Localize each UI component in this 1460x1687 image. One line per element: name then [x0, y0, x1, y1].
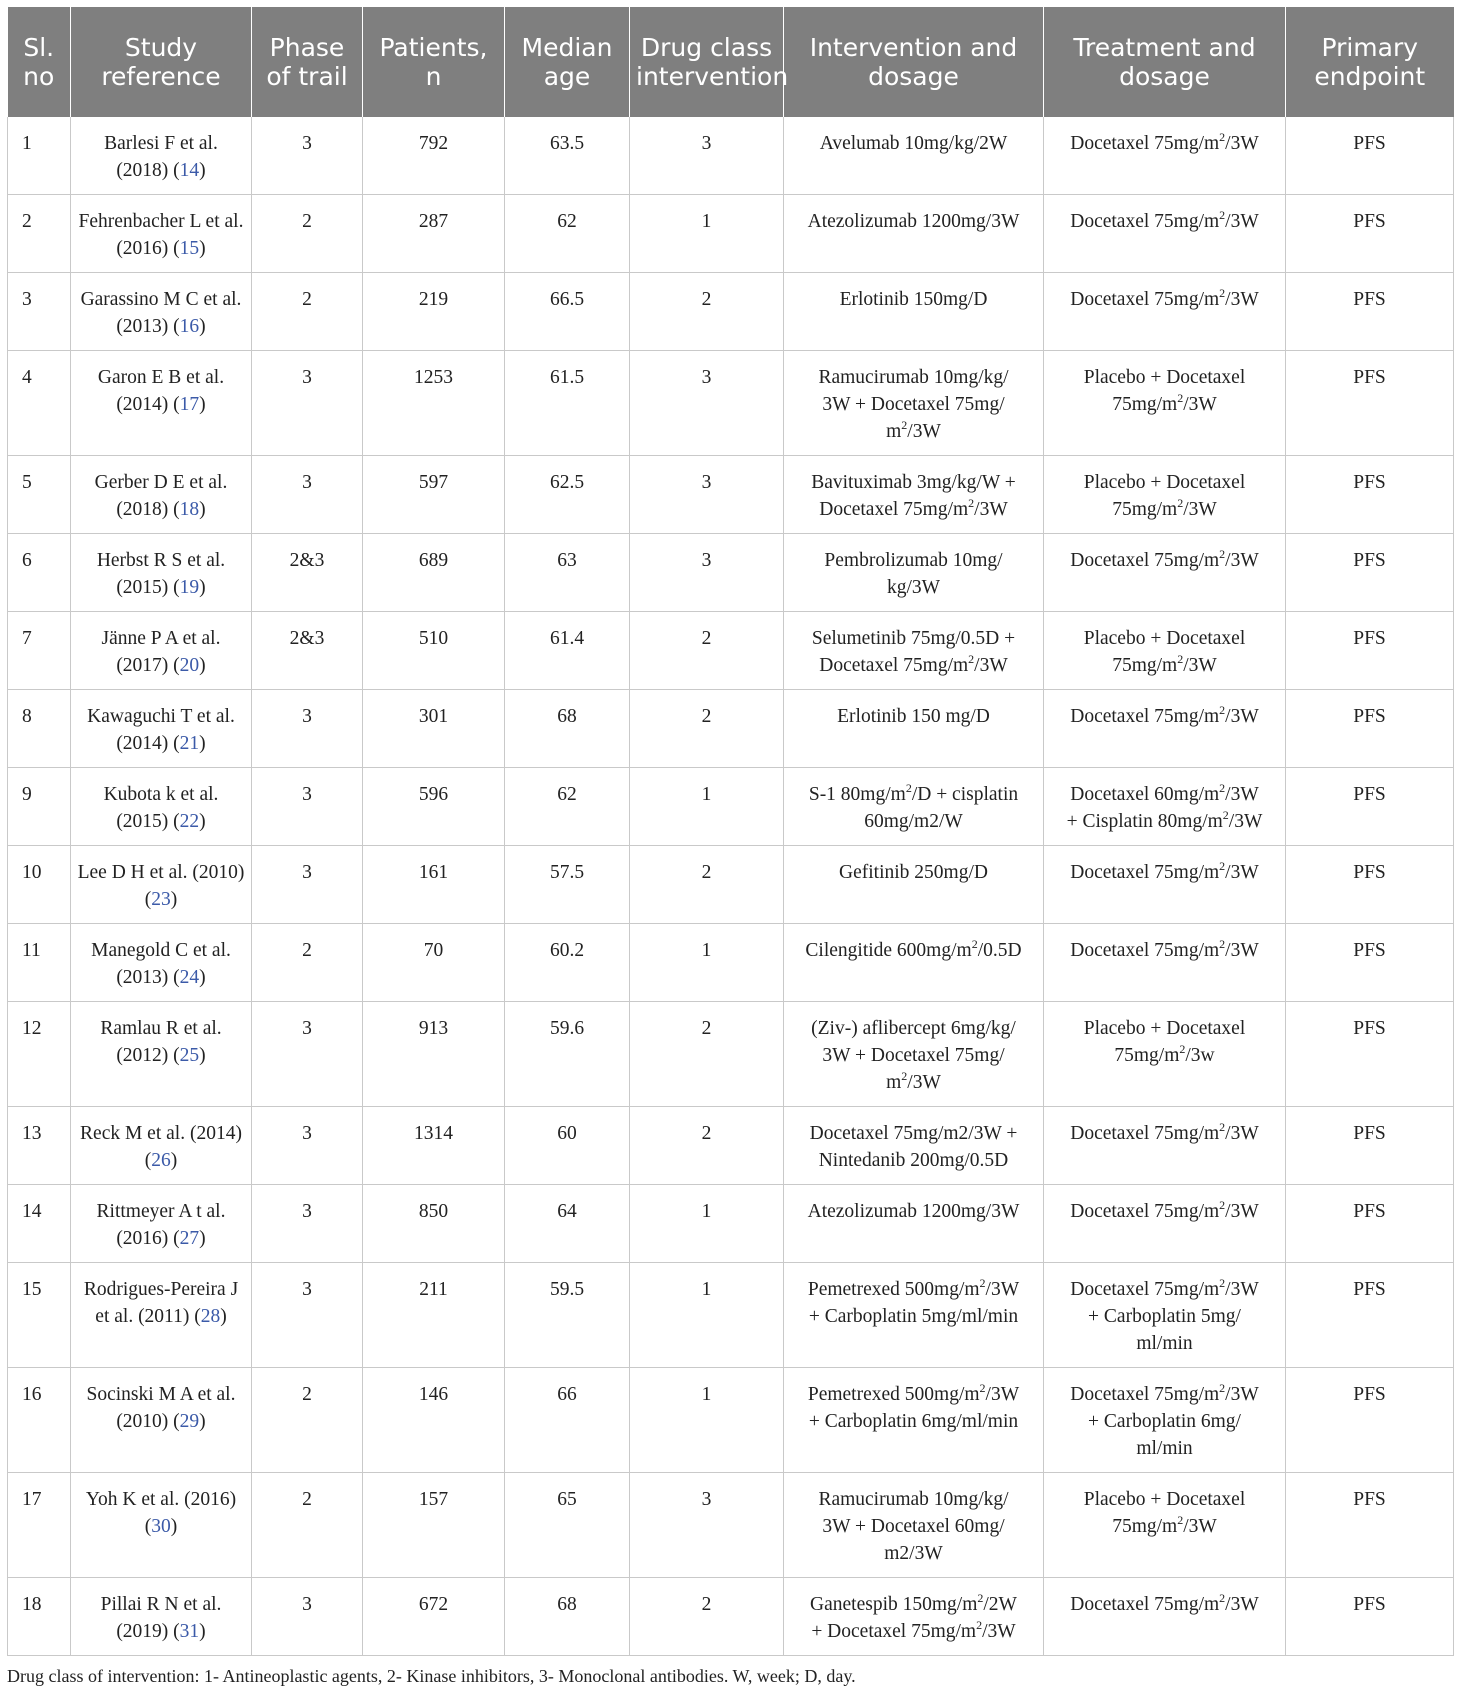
cell-intervention: Pembrolizumab 10mg/ kg/3W	[784, 534, 1044, 612]
trials-table	[7, 7, 1454, 1656]
cell-drug-class: 1	[630, 768, 784, 846]
cell-study-reference: Gerber D E et al. (2018) (18)	[71, 456, 252, 534]
header-row	[8, 7, 1454, 117]
cell-median-age: 66	[505, 1368, 630, 1473]
cell-treatment: Docetaxel $60mg/m^2/3W$ + Cisplatin $80mg/m^2/3W$	[1044, 768, 1286, 846]
cell-study-reference: Reck M et al. (2014) (26)	[71, 1107, 252, 1185]
cell-primary-endpoint: PFS	[1286, 846, 1454, 924]
table-row	[8, 690, 1454, 768]
cell-intervention: Erlotinib 150 mg/D	[784, 690, 1044, 768]
col-header-intervention: Intervention and dosage	[784, 7, 1044, 117]
reference-link[interactable]: 30	[151, 1516, 171, 1537]
cell-treatment: Docetaxel $75mg/m^2/3W$	[1044, 534, 1286, 612]
cell-intervention: Ramucirumab 10mg/kg/ 3W + Docetaxel 75mg/ $m^2/3W$	[784, 351, 1044, 456]
cell-primary-endpoint: PFS	[1286, 1473, 1454, 1578]
table-row	[8, 612, 1454, 690]
cell-study-reference: Manegold C et al. (2013) (24)	[71, 924, 252, 1002]
cell-drug-class: 1	[630, 195, 784, 273]
cell-phase: 2	[252, 1473, 363, 1578]
reference-link[interactable]: 27	[179, 1228, 200, 1249]
cell-primary-endpoint: PFS	[1286, 1578, 1454, 1656]
cell-patients: 301	[363, 690, 505, 768]
table-row	[8, 1185, 1454, 1263]
cell-primary-endpoint: PFS	[1286, 768, 1454, 846]
cell-study-reference: Socinski M A et al. (2010) (29)	[71, 1368, 252, 1473]
cell-phase: 3	[252, 846, 363, 924]
cell-primary-endpoint: PFS	[1286, 612, 1454, 690]
cell-sl-no: 9	[8, 768, 71, 846]
cell-patients: 146	[363, 1368, 505, 1473]
cell-phase: 3	[252, 117, 363, 195]
cell-treatment: Docetaxel $75mg/m^2/3W$	[1044, 1107, 1286, 1185]
cell-drug-class: 1	[630, 1185, 784, 1263]
table-row	[8, 924, 1454, 1002]
cell-patients: 913	[363, 1002, 505, 1107]
cell-study-reference: Rittmeyer A t al. (2016) (27)	[71, 1185, 252, 1263]
cell-sl-no: 18	[8, 1578, 71, 1656]
cell-intervention: Selumetinib 75mg/0.5D + Docetaxel $75mg/m^2/3W$	[784, 612, 1044, 690]
cell-primary-endpoint: PFS	[1286, 690, 1454, 768]
cell-median-age: 62.5	[505, 456, 630, 534]
cell-study-reference: Garassino M C et al. (2013) (16)	[71, 273, 252, 351]
reference-link[interactable]: 29	[179, 1411, 200, 1432]
col-header-patients: Patients, n	[363, 7, 505, 117]
reference-link[interactable]: 15	[179, 238, 200, 259]
cell-phase: 2	[252, 924, 363, 1002]
cell-sl-no: 3	[8, 273, 71, 351]
cell-median-age: 66.5	[505, 273, 630, 351]
reference-link[interactable]: 31	[179, 1621, 200, 1642]
cell-sl-no: 7	[8, 612, 71, 690]
cell-study-reference: Lee D H et al. (2010) (23)	[71, 846, 252, 924]
cell-phase: 2	[252, 273, 363, 351]
cell-drug-class: 2	[630, 846, 784, 924]
cell-sl-no: 5	[8, 456, 71, 534]
col-header-phase: Phase of trail	[252, 7, 363, 117]
cell-study-reference: Rodrigues-Pereira J et al. (2011) (28)	[71, 1263, 252, 1368]
table-row	[8, 846, 1454, 924]
cell-intervention: Pemetrexed $500mg/m^2/3W$ + Carboplatin 5mg/ml/min	[784, 1263, 1044, 1368]
cell-intervention: Avelumab 10mg/kg/2W	[784, 117, 1044, 195]
table-row	[8, 1263, 1454, 1368]
cell-patients: 597	[363, 456, 505, 534]
cell-primary-endpoint: PFS	[1286, 924, 1454, 1002]
cell-median-age: 59.6	[505, 1002, 630, 1107]
cell-study-reference: Kubota k et al. (2015) (22)	[71, 768, 252, 846]
cell-study-reference: Fehrenbacher L et al. (2016) (15)	[71, 195, 252, 273]
cell-median-age: 65	[505, 1473, 630, 1578]
cell-intervention: Erlotinib 150mg/D	[784, 273, 1044, 351]
table-row	[8, 1368, 1454, 1473]
cell-intervention: (Ziv-) aflibercept 6mg/kg/ 3W + Docetaxel 75mg/ $m^2/3W$	[784, 1002, 1044, 1107]
cell-treatment: Docetaxel $75mg/m^2/3W$	[1044, 273, 1286, 351]
cell-study-reference: Barlesi F et al. (2018) (14)	[71, 117, 252, 195]
cell-drug-class: 1	[630, 924, 784, 1002]
cell-median-age: 64	[505, 1185, 630, 1263]
cell-drug-class: 1	[630, 1263, 784, 1368]
col-header-drug-class: Drug class intervention	[630, 7, 784, 117]
cell-sl-no: 6	[8, 534, 71, 612]
cell-primary-endpoint: PFS	[1286, 1263, 1454, 1368]
cell-study-reference: Pillai R N et al. (2019) (31)	[71, 1578, 252, 1656]
table-row	[8, 1107, 1454, 1185]
cell-treatment: Docetaxel $75mg/m^2/3W$	[1044, 1578, 1286, 1656]
cell-primary-endpoint: PFS	[1286, 117, 1454, 195]
table-row	[8, 351, 1454, 456]
cell-sl-no: 16	[8, 1368, 71, 1473]
reference-link[interactable]: 21	[179, 733, 200, 754]
cell-treatment: Docetaxel $75mg/m^2/3W$ + Carboplatin 6mg/ ml/min	[1044, 1368, 1286, 1473]
cell-patients: 672	[363, 1578, 505, 1656]
reference-link[interactable]: 19	[179, 577, 200, 598]
cell-intervention: Cilengitide $600mg/m^2/0.5D$	[784, 924, 1044, 1002]
cell-median-age: 62	[505, 195, 630, 273]
cell-sl-no: 17	[8, 1473, 71, 1578]
table-row	[8, 273, 1454, 351]
table-row	[8, 117, 1454, 195]
cell-intervention: Docetaxel 75mg/m2/3W + Nintedanib 200mg/0.5D	[784, 1107, 1044, 1185]
cell-drug-class: 1	[630, 1368, 784, 1473]
cell-treatment: Docetaxel $75mg/m^2/3W$	[1044, 846, 1286, 924]
col-header-sl-no: Sl. no	[8, 7, 71, 117]
reference-link[interactable]: 25	[179, 1045, 200, 1066]
cell-treatment: Docetaxel $75mg/m^2/3W$	[1044, 924, 1286, 1002]
reference-link[interactable]: 22	[179, 811, 200, 832]
cell-intervention: Bavituximab 3mg/kg/W + Docetaxel $75mg/m^2/3W$	[784, 456, 1044, 534]
table-row	[8, 456, 1454, 534]
cell-phase: 3	[252, 1002, 363, 1107]
cell-median-age: 57.5	[505, 846, 630, 924]
cell-intervention: S-1 $80mg/m^2/D$ + cisplatin 60mg/m2/W	[784, 768, 1044, 846]
cell-intervention: Gefitinib 250mg/D	[784, 846, 1044, 924]
cell-sl-no: 8	[8, 690, 71, 768]
cell-drug-class: 2	[630, 1002, 784, 1107]
cell-treatment: Docetaxel $75mg/m^2/3W$	[1044, 690, 1286, 768]
table-row	[8, 768, 1454, 846]
table-row	[8, 195, 1454, 273]
cell-phase: 3	[252, 1185, 363, 1263]
col-header-study-reference: Study reference	[71, 7, 252, 117]
cell-intervention: Ramucirumab 10mg/kg/ 3W + Docetaxel 60mg/ m2/3W	[784, 1473, 1044, 1578]
cell-patients: 1314	[363, 1107, 505, 1185]
cell-median-age: 63.5	[505, 117, 630, 195]
cell-phase: 3	[252, 456, 363, 534]
cell-drug-class: 2	[630, 273, 784, 351]
cell-intervention: Pemetrexed $500mg/m^2/3W$ + Carboplatin 6mg/ml/min	[784, 1368, 1044, 1473]
cell-patients: 219	[363, 273, 505, 351]
cell-median-age: 60.2	[505, 924, 630, 1002]
table-body	[8, 117, 1454, 1656]
cell-sl-no: 1	[8, 117, 71, 195]
cell-treatment: Placebo + Docetaxel $75mg/m^2/3W$	[1044, 612, 1286, 690]
cell-study-reference: Jänne P A et al. (2017) (20)	[71, 612, 252, 690]
cell-patients: 510	[363, 612, 505, 690]
cell-phase: 3	[252, 1107, 363, 1185]
cell-intervention: Atezolizumab 1200mg/3W	[784, 1185, 1044, 1263]
cell-treatment: Placebo + Docetaxel $75mg/m^2/3W$	[1044, 351, 1286, 456]
table-row	[8, 534, 1454, 612]
cell-treatment: Placebo + Docetaxel $75mg/m^2/3W$	[1044, 456, 1286, 534]
cell-primary-endpoint: PFS	[1286, 534, 1454, 612]
cell-primary-endpoint: PFS	[1286, 195, 1454, 273]
cell-primary-endpoint: PFS	[1286, 1002, 1454, 1107]
reference-link[interactable]: 18	[179, 499, 200, 520]
cell-sl-no: 14	[8, 1185, 71, 1263]
cell-treatment: Docetaxel $75mg/m^2/3W$	[1044, 117, 1286, 195]
cell-primary-endpoint: PFS	[1286, 1185, 1454, 1263]
cell-drug-class: 2	[630, 612, 784, 690]
reference-link[interactable]: 26	[151, 1150, 171, 1171]
cell-drug-class: 2	[630, 1107, 784, 1185]
cell-treatment: Docetaxel $75mg/m^2/3W$ + Carboplatin 5mg/ ml/min	[1044, 1263, 1286, 1368]
cell-patients: 1253	[363, 351, 505, 456]
cell-drug-class: 3	[630, 351, 784, 456]
cell-sl-no: 2	[8, 195, 71, 273]
cell-phase: 2	[252, 195, 363, 273]
cell-drug-class: 2	[630, 690, 784, 768]
cell-sl-no: 13	[8, 1107, 71, 1185]
reference-link[interactable]: 16	[179, 316, 200, 337]
reference-link[interactable]: 17	[179, 394, 200, 415]
reference-link[interactable]: 14	[179, 160, 200, 181]
cell-study-reference: Garon E B et al. (2014) (17)	[71, 351, 252, 456]
cell-patients: 689	[363, 534, 505, 612]
cell-patients: 211	[363, 1263, 505, 1368]
cell-median-age: 63	[505, 534, 630, 612]
cell-median-age: 68	[505, 690, 630, 768]
table-footnote: Drug class of intervention: 1- Antineoplastic agents, 2- Kinase inhibitors, 3- Monoclonal antibodies. W, week; D, day.	[7, 1666, 856, 1686]
col-header-primary-endpoint: Primary endpoint	[1286, 7, 1454, 117]
cell-patients: 850	[363, 1185, 505, 1263]
table-container	[7, 7, 1453, 1687]
cell-primary-endpoint: PFS	[1286, 273, 1454, 351]
cell-sl-no: 4	[8, 351, 71, 456]
cell-drug-class: 3	[630, 1473, 784, 1578]
col-header-treatment: Treatment and dosage	[1044, 7, 1286, 117]
cell-study-reference: Herbst R S et al. (2015) (19)	[71, 534, 252, 612]
cell-median-age: 60	[505, 1107, 630, 1185]
cell-phase: 2&3	[252, 534, 363, 612]
cell-phase: 2&3	[252, 612, 363, 690]
cell-sl-no: 10	[8, 846, 71, 924]
cell-treatment: Docetaxel $75mg/m^2/3W$	[1044, 195, 1286, 273]
cell-median-age: 61.4	[505, 612, 630, 690]
cell-primary-endpoint: PFS	[1286, 1368, 1454, 1473]
cell-phase: 3	[252, 768, 363, 846]
cell-median-age: 61.5	[505, 351, 630, 456]
cell-phase: 3	[252, 1578, 363, 1656]
reference-link[interactable]: 23	[151, 889, 171, 910]
cell-patients: 596	[363, 768, 505, 846]
cell-phase: 2	[252, 1368, 363, 1473]
reference-link[interactable]: 20	[179, 655, 200, 676]
cell-primary-endpoint: PFS	[1286, 1107, 1454, 1185]
cell-drug-class: 3	[630, 534, 784, 612]
cell-treatment: Placebo + Docetaxel $75mg/m^2/3w$	[1044, 1002, 1286, 1107]
cell-treatment: Docetaxel $75mg/m^2/3W$	[1044, 1185, 1286, 1263]
cell-sl-no: 12	[8, 1002, 71, 1107]
cell-drug-class: 3	[630, 456, 784, 534]
cell-intervention: Ganetespib $150mg/m^2/2W$ + Docetaxel $75mg/m^2/3W$	[784, 1578, 1044, 1656]
cell-primary-endpoint: PFS	[1286, 456, 1454, 534]
col-header-median-age: Median age	[505, 7, 630, 117]
cell-drug-class: 2	[630, 1578, 784, 1656]
cell-phase: 3	[252, 690, 363, 768]
cell-patients: 161	[363, 846, 505, 924]
cell-treatment: Placebo + Docetaxel $75mg/m^2/3W$	[1044, 1473, 1286, 1578]
cell-patients: 287	[363, 195, 505, 273]
cell-study-reference: Ramlau R et al. (2012) (25)	[71, 1002, 252, 1107]
cell-median-age: 68	[505, 1578, 630, 1656]
reference-link[interactable]: 24	[179, 967, 200, 988]
cell-drug-class: 3	[630, 117, 784, 195]
cell-patients: 157	[363, 1473, 505, 1578]
table-row	[8, 1002, 1454, 1107]
cell-sl-no: 11	[8, 924, 71, 1002]
cell-study-reference: Kawaguchi T et al. (2014) (21)	[71, 690, 252, 768]
cell-intervention: Atezolizumab 1200mg/3W	[784, 195, 1044, 273]
table-row	[8, 1473, 1454, 1578]
cell-median-age: 59.5	[505, 1263, 630, 1368]
cell-primary-endpoint: PFS	[1286, 351, 1454, 456]
cell-study-reference: Yoh K et al. (2016) (30)	[71, 1473, 252, 1578]
reference-link[interactable]: 28	[200, 1306, 221, 1327]
cell-phase: 3	[252, 1263, 363, 1368]
cell-phase: 3	[252, 351, 363, 456]
cell-patients: 792	[363, 117, 505, 195]
cell-median-age: 62	[505, 768, 630, 846]
cell-patients: 70	[363, 924, 505, 1002]
cell-sl-no: 15	[8, 1263, 71, 1368]
table-row	[8, 1578, 1454, 1656]
